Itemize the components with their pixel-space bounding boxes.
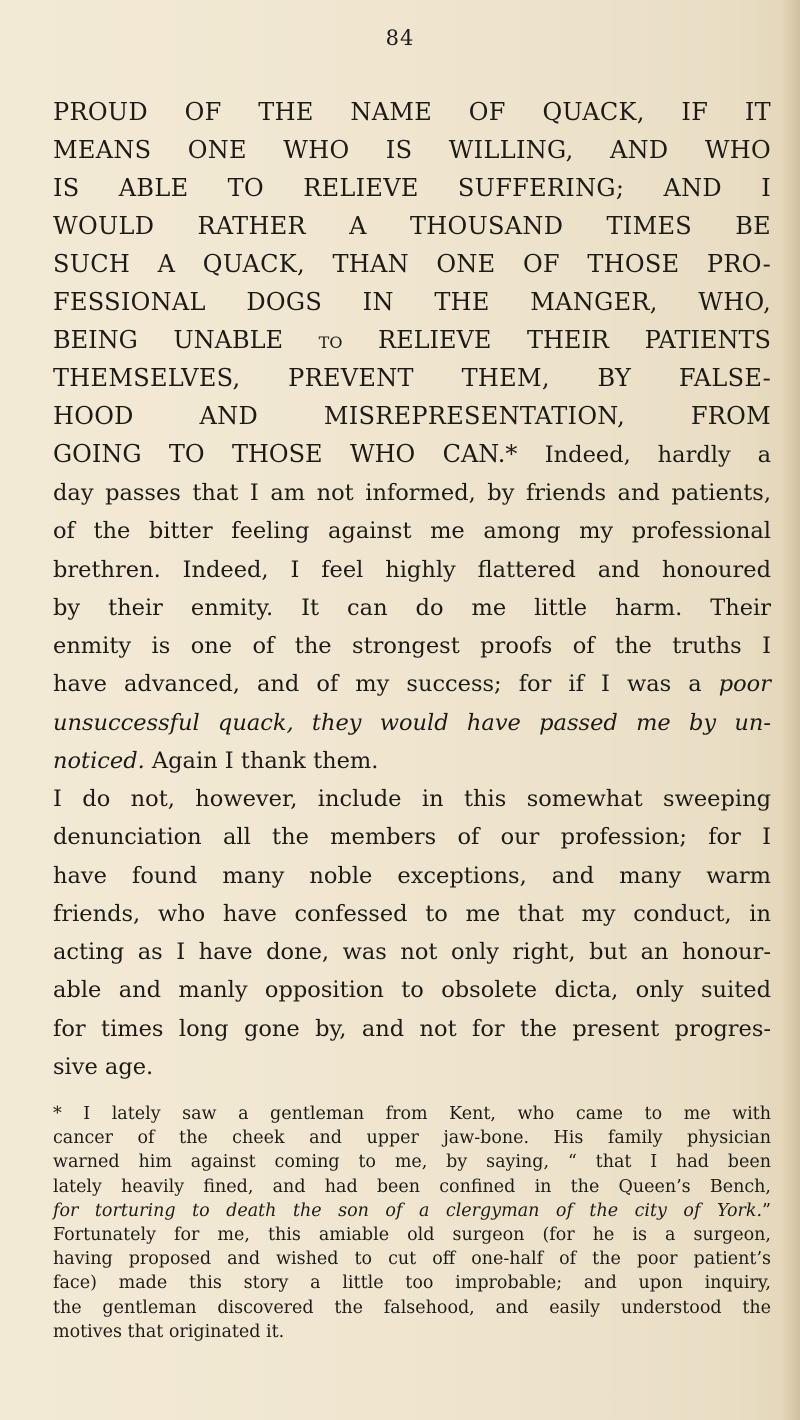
text-line: of the bitter feeling against me among my professional xyxy=(53,518,771,545)
footnote-line: Fortunately for me, this amiable old surgeon (for he is a surgeon, xyxy=(53,1224,771,1245)
footnote-line: motives that originated it. xyxy=(53,1321,285,1342)
page-number: 84 xyxy=(385,26,415,50)
caps-line: WOULD RATHER A THOUSAND TIMES BE xyxy=(53,212,771,240)
text-part: Again I thank them. xyxy=(144,748,379,775)
text-line: able and manly opposition to obsolete dicta, only suited xyxy=(53,977,771,1004)
italic-text: for torturing to death the son of a clergyman of the city of York. xyxy=(53,1200,763,1221)
page-edge-shadow xyxy=(782,0,800,1420)
text-line: brethren. Indeed, I feel highly flattered and honoured xyxy=(53,556,771,583)
caps-line: PROUD OF THE NAME OF QUACK, IF IT xyxy=(53,98,771,126)
capitals-paragraph xyxy=(53,93,771,473)
caps-line-part: BEING UNABLE xyxy=(53,326,319,354)
text-line: acting as I have done, was not only right, but an honour- xyxy=(53,939,771,966)
caps-line xyxy=(53,435,771,473)
footnote-line xyxy=(53,1199,771,1223)
lowercase-continuation: Indeed, hardly a xyxy=(544,442,771,468)
text-line: denunciation all the members of our profession; for I xyxy=(53,824,771,851)
paragraph-1 xyxy=(53,474,771,780)
caps-line xyxy=(53,321,771,359)
footnote-line: face) made this story a little too improbable; and upon inquiry, xyxy=(53,1273,771,1294)
text-line xyxy=(53,665,771,703)
caps-line: FESSIONAL DOGS IN THE MANGER, WHO, xyxy=(53,288,771,316)
caps-line: SUCH A QUACK, THAN ONE OF THOSE PRO- xyxy=(53,250,771,278)
footnote-line: having proposed and wished to cut off one-half of the poor patient’s xyxy=(53,1249,771,1270)
footnote-line: * I lately saw a gentleman from Kent, who came to me with xyxy=(53,1104,771,1124)
footnote-line: lately heavily fined, and had been confined in the Queen’s Bench, xyxy=(53,1176,771,1197)
caps-line-part: RELIEVE THEIR PATIENTS xyxy=(342,326,772,354)
text-line xyxy=(53,704,771,742)
footnote xyxy=(53,1102,771,1344)
text-line: enmity is one of the strongest proofs of the truths I xyxy=(53,633,771,660)
italic-text: unsuccessful quack, they would have passed me by un- xyxy=(53,709,771,736)
caps-line: THEMSELVES, PREVENT THEM, BY FALSE- xyxy=(53,364,771,392)
italic-text: noticed. xyxy=(53,748,145,775)
paragraph-2 xyxy=(53,780,771,1086)
caps-line: HOOD AND MISREPRESENTATION, FROM xyxy=(53,402,771,430)
footnote-line: warned him against coming to me, by saying, “ that I had been xyxy=(53,1152,771,1173)
text-part: have advanced, and of my success; for if I was a xyxy=(53,671,719,698)
text-line: for times long gone by, and not for the present progres- xyxy=(53,1015,771,1042)
caps-line-part: GOING TO THOSE WHO CAN.* xyxy=(53,440,545,468)
text-line: have found many noble exceptions, and many warm xyxy=(53,862,771,889)
text-line: day passes that I am not informed, by friends and patients, xyxy=(53,480,771,506)
text-line: sive age. xyxy=(53,1054,154,1081)
footnote-line: the gentleman discovered the falsehood, and easily understood the xyxy=(53,1297,771,1318)
small-caps-word: TO xyxy=(318,333,343,352)
italic-text: poor xyxy=(718,671,771,698)
text-line: by their enmity. It can do me little harm. Their xyxy=(53,594,771,621)
text-part: ” xyxy=(762,1200,771,1221)
caps-line: IS ABLE TO RELIEVE SUFFERING; AND I xyxy=(53,174,771,202)
caps-line: MEANS ONE WHO IS WILLING, AND WHO xyxy=(53,136,771,164)
text-line: I do not, however, include in this somewhat sweeping xyxy=(53,786,771,812)
text-line: friends, who have confessed to me that my conduct, in xyxy=(53,900,771,927)
text-line xyxy=(53,742,771,780)
footnote-line: cancer of the cheek and upper jaw-bone. His family physician xyxy=(53,1128,771,1149)
